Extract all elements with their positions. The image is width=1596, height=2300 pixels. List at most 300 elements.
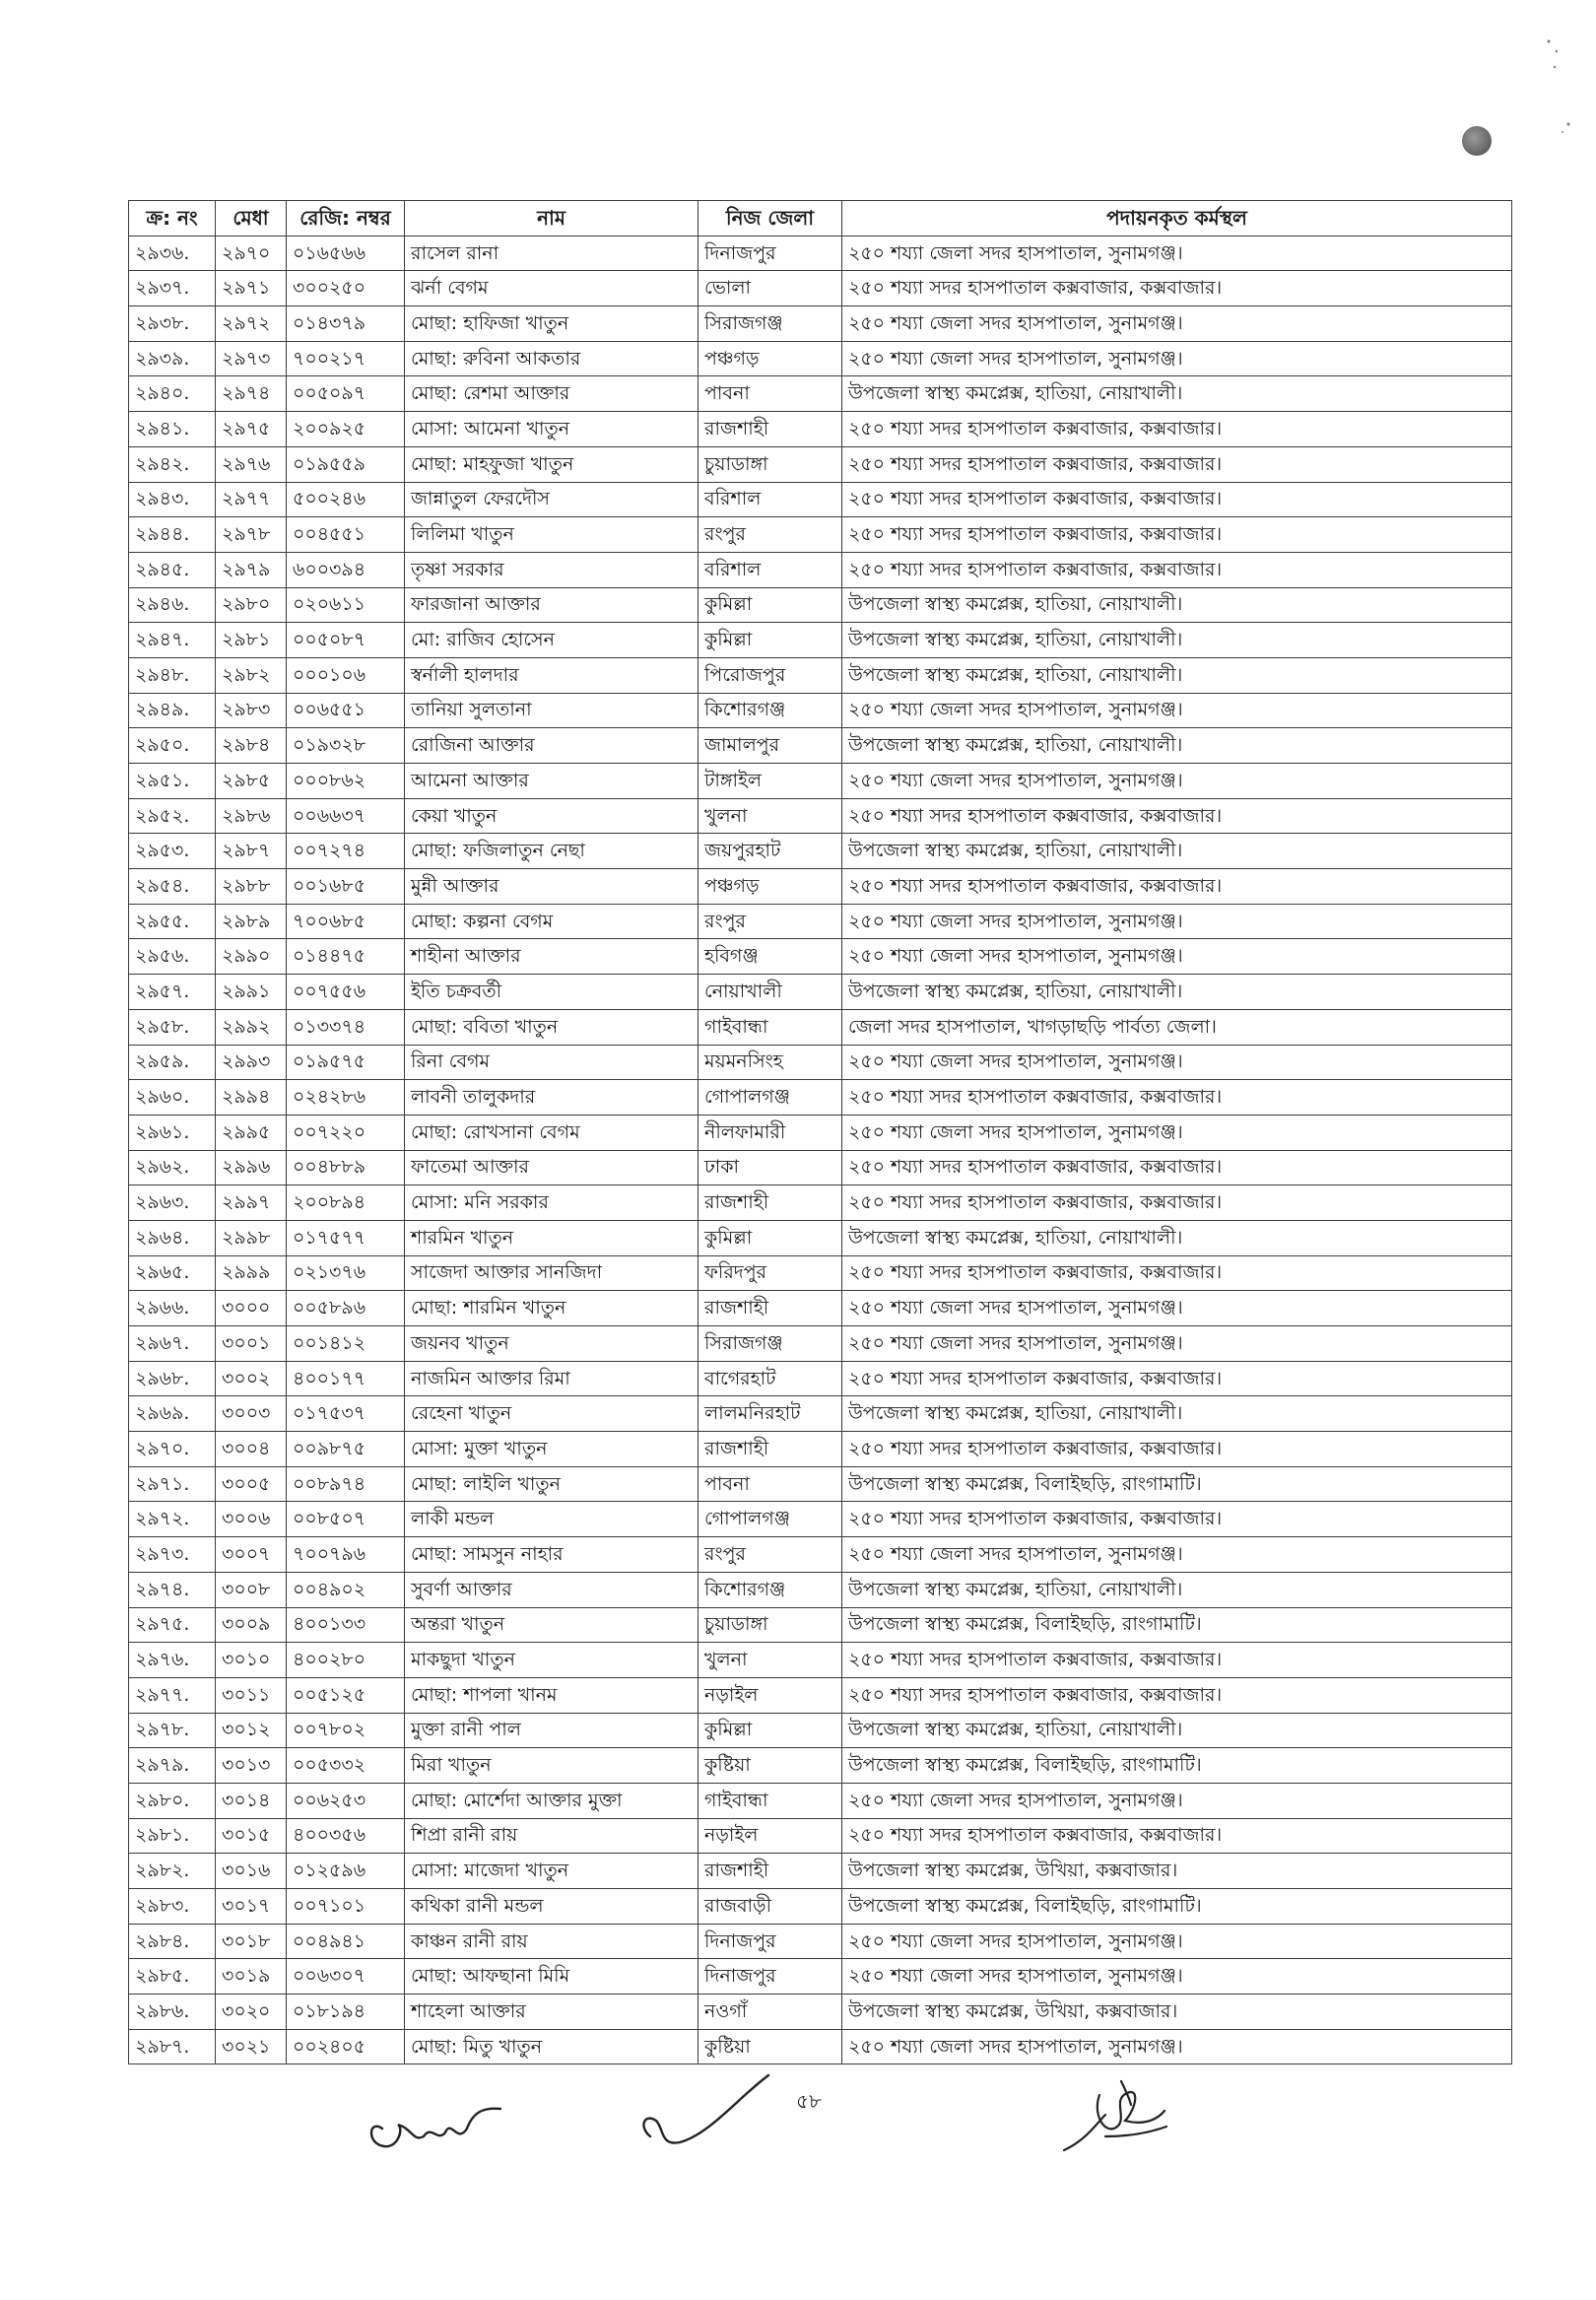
district-cell: জয়পুরহাট bbox=[698, 834, 842, 869]
registration-cell: ০১৭৫৭৭ bbox=[287, 1220, 405, 1255]
posting-cell: ২৫০ শয্যা সদর হাসপাতাল কক্সবাজার, কক্সবাজার। bbox=[842, 798, 1512, 834]
district-cell: চুয়াডাঙ্গা bbox=[698, 1607, 842, 1643]
serial-cell: ২৯৬৬. bbox=[129, 1291, 216, 1326]
serial-cell: ২৯৭৭. bbox=[129, 1677, 216, 1713]
name-cell: মোসা: আমেনা খাতুন bbox=[405, 412, 698, 447]
posting-cell: ২৫০ শয্যা সদর হাসপাতাল কক্সবাজার, কক্সবাজার। bbox=[842, 446, 1512, 482]
merit-cell: ২৯৯৮ bbox=[216, 1220, 287, 1255]
registration-cell: ০১৯৫৭৫ bbox=[287, 1045, 405, 1080]
name-cell: অন্তরা খাতুন bbox=[405, 1607, 698, 1643]
district-cell: ময়মনসিংহ bbox=[698, 1045, 842, 1080]
merit-cell: ৩০০৬ bbox=[216, 1502, 287, 1537]
posting-cell: ২৫০ শয্যা জেলা সদর হাসপাতাল, সুনামগঞ্জ। bbox=[842, 1291, 1512, 1326]
page-number: ৫৮ bbox=[796, 2089, 822, 2113]
name-cell: মুক্তা রানী পাল bbox=[405, 1713, 698, 1748]
merit-cell: ২৯৯৪ bbox=[216, 1080, 287, 1116]
registration-cell: ০০০৮৬২ bbox=[287, 764, 405, 799]
merit-cell: ২৯৮০ bbox=[216, 587, 287, 623]
table-row bbox=[129, 517, 1512, 553]
name-cell: মুন্নী আক্তার bbox=[405, 869, 698, 905]
serial-cell: ২৯৩৯. bbox=[129, 341, 216, 376]
posting-cell: উপজেলা স্বাস্থ্য কমপ্লেক্স, উখিয়া, কক্সবাজার। bbox=[842, 1995, 1512, 2030]
registration-cell: ০১২৫৯৬ bbox=[287, 1854, 405, 1889]
posting-cell: ২৫০ শয্যা সদর হাসপাতাল কক্সবাজার, কক্সবাজার। bbox=[842, 1643, 1512, 1678]
posting-cell: ২৫০ শয্যা জেলা সদর হাসপাতাল, সুনামগঞ্জ। bbox=[842, 236, 1512, 271]
serial-cell: ২৯৮২. bbox=[129, 1854, 216, 1889]
district-cell: রাজবাড়ী bbox=[698, 1889, 842, 1925]
district-cell: দিনাজপুর bbox=[698, 236, 842, 271]
district-cell: বরিশাল bbox=[698, 482, 842, 517]
district-cell: কুষ্টিয়া bbox=[698, 2029, 842, 2064]
district-cell: রাজশাহী bbox=[698, 1291, 842, 1326]
posting-cell: উপজেলা স্বাস্থ্য কমপ্লেক্স, হাতিয়া, নোয়াখালী। bbox=[842, 657, 1512, 693]
posting-cell: উপজেলা স্বাস্থ্য কমপ্লেক্স, বিলাইছড়ি, রাংগামাটি। bbox=[842, 1607, 1512, 1643]
posting-cell: ২৫০ শয্যা জেলা সদর হাসপাতাল, সুনামগঞ্জ। bbox=[842, 1045, 1512, 1080]
posting-cell: উপজেলা স্বাস্থ্য কমপ্লেক্স, উখিয়া, কক্সবাজার। bbox=[842, 1854, 1512, 1889]
serial-cell: ২৯৮৬. bbox=[129, 1995, 216, 2030]
district-cell: গাইবান্ধা bbox=[698, 1783, 842, 1818]
header-home-district: নিজ জেলা bbox=[698, 201, 842, 237]
registration-cell: ০০৬৩০৭ bbox=[287, 1959, 405, 1995]
district-cell: ফরিদপুর bbox=[698, 1255, 842, 1291]
table-row bbox=[129, 1748, 1512, 1784]
district-cell: চুয়াডাঙ্গা bbox=[698, 446, 842, 482]
merit-cell: ২৯৯৬ bbox=[216, 1150, 287, 1185]
serial-cell: ২৯৭২. bbox=[129, 1502, 216, 1537]
name-cell: রিনা বেগম bbox=[405, 1045, 698, 1080]
merit-cell: ৩০০৮ bbox=[216, 1572, 287, 1607]
header-merit: মেধা bbox=[216, 201, 287, 237]
serial-cell: ২৯৬২. bbox=[129, 1150, 216, 1185]
district-cell: সিরাজগঞ্জ bbox=[698, 1326, 842, 1362]
district-cell: গোপালগঞ্জ bbox=[698, 1080, 842, 1116]
posting-cell: ২৫০ শয্যা জেলা সদর হাসপাতাল, সুনামগঞ্জ। bbox=[842, 693, 1512, 728]
registration-cell: ২০০৮৯৪ bbox=[287, 1185, 405, 1221]
serial-cell: ২৯৮৫. bbox=[129, 1959, 216, 1995]
registration-cell: ৪০০২৮০ bbox=[287, 1643, 405, 1678]
registration-cell: ৪০০১৩৩ bbox=[287, 1607, 405, 1643]
posting-cell: ২৫০ শয্যা জেলা সদর হাসপাতাল, সুনামগঞ্জ। bbox=[842, 1537, 1512, 1573]
district-cell: জামালপুর bbox=[698, 728, 842, 764]
posting-cell: উপজেলা স্বাস্থ্য কমপ্লেক্স, বিলাইছড়ি, রাংগামাটি। bbox=[842, 1748, 1512, 1784]
merit-cell: ৩০০১ bbox=[216, 1326, 287, 1362]
serial-cell: ২৯৫৭. bbox=[129, 975, 216, 1010]
table-row bbox=[129, 834, 1512, 869]
posting-cell: উপজেলা স্বাস্থ্য কমপ্লেক্স, হাতিয়া, নোয়াখালী। bbox=[842, 1220, 1512, 1255]
name-cell: শিপ্রা রানী রায় bbox=[405, 1818, 698, 1854]
posting-cell: উপজেলা স্বাস্থ্য কমপ্লেক্স, হাতিয়া, নোয়াখালী। bbox=[842, 587, 1512, 623]
merit-cell: ৩০১৮ bbox=[216, 1924, 287, 1959]
table-row bbox=[129, 1115, 1512, 1150]
serial-cell: ২৯৪০. bbox=[129, 376, 216, 412]
name-cell: ঝর্না বেগম bbox=[405, 271, 698, 306]
registration-cell: ৬০০৩৯৪ bbox=[287, 552, 405, 587]
name-cell: মোছা: শাপলা খানম bbox=[405, 1677, 698, 1713]
registration-cell: ০০৫০৮৭ bbox=[287, 623, 405, 658]
district-cell: খুলনা bbox=[698, 798, 842, 834]
district-cell: রাজশাহী bbox=[698, 1432, 842, 1467]
serial-cell: ২৯৪৯. bbox=[129, 693, 216, 728]
district-cell: নড়াইল bbox=[698, 1818, 842, 1854]
table-row bbox=[129, 939, 1512, 975]
table-row bbox=[129, 1396, 1512, 1432]
serial-cell: ২৯৪৪. bbox=[129, 517, 216, 553]
serial-cell: ২৯৭৩. bbox=[129, 1537, 216, 1573]
posting-cell: ২৫০ শয্যা সদর হাসপাতাল কক্সবাজার, কক্সবাজার। bbox=[842, 1361, 1512, 1396]
district-cell: খুলনা bbox=[698, 1643, 842, 1678]
merit-cell: ২৯৯৩ bbox=[216, 1045, 287, 1080]
table-row bbox=[129, 587, 1512, 623]
posting-cell: ২৫০ শয্যা সদর হাসপাতাল কক্সবাজার, কক্সবাজার। bbox=[842, 1080, 1512, 1116]
merit-cell: ৩০০৩ bbox=[216, 1396, 287, 1432]
registration-cell: ০০১৪১২ bbox=[287, 1326, 405, 1362]
registration-cell: ০০৬৬৩৭ bbox=[287, 798, 405, 834]
serial-cell: ২৯৫৩. bbox=[129, 834, 216, 869]
registration-cell: ৭০০৬৮৫ bbox=[287, 904, 405, 939]
posting-cell: ২৫০ শয্যা জেলা সদর হাসপাতাল, সুনামগঞ্জ। bbox=[842, 2029, 1512, 2064]
serial-cell: ২৯৫৫. bbox=[129, 904, 216, 939]
merit-cell: ৩০০২ bbox=[216, 1361, 287, 1396]
district-cell: কিশোরগঞ্জ bbox=[698, 1572, 842, 1607]
posting-cell: ২৫০ শয্যা সদর হাসপাতাল কক্সবাজার, কক্সবাজার। bbox=[842, 1432, 1512, 1467]
posting-cell: ২৫০ শয্যা সদর হাসপাতাল কক্সবাজার, কক্সবাজার। bbox=[842, 1502, 1512, 1537]
registration-cell: ৭০০২১৭ bbox=[287, 341, 405, 376]
posting-cell: ২৫০ শয্যা সদর হাসপাতাল কক্সবাজার, কক্সবাজার। bbox=[842, 1255, 1512, 1291]
merit-cell: ২৯৯৯ bbox=[216, 1255, 287, 1291]
table-row bbox=[129, 1783, 1512, 1818]
serial-cell: ২৯৬৩. bbox=[129, 1185, 216, 1221]
merit-cell: ৩০১৩ bbox=[216, 1748, 287, 1784]
merit-cell: ৩০০০ bbox=[216, 1291, 287, 1326]
district-cell: রংপুর bbox=[698, 1537, 842, 1573]
registration-cell: ৫০০২৪৬ bbox=[287, 482, 405, 517]
posting-cell: ২৫০ শয্যা জেলা সদর হাসপাতাল, সুনামগঞ্জ। bbox=[842, 939, 1512, 975]
table-row bbox=[129, 1854, 1512, 1889]
table-row bbox=[129, 1713, 1512, 1748]
registration-cell: ০০০১০৬ bbox=[287, 657, 405, 693]
table-row bbox=[129, 1009, 1512, 1045]
table-row bbox=[129, 376, 1512, 412]
name-cell: রেহেনা খাতুন bbox=[405, 1396, 698, 1432]
registration-cell: ৩০০২৫০ bbox=[287, 271, 405, 306]
table-row bbox=[129, 869, 1512, 905]
name-cell: মোসা: মুক্তা খাতুন bbox=[405, 1432, 698, 1467]
district-cell: রংপুর bbox=[698, 517, 842, 553]
table-row bbox=[129, 1959, 1512, 1995]
merit-cell: ২৯৯৭ bbox=[216, 1185, 287, 1221]
registration-cell: ০২০৬১১ bbox=[287, 587, 405, 623]
merit-cell: ২৯৭০ bbox=[216, 236, 287, 271]
district-cell: নীলফামারী bbox=[698, 1115, 842, 1150]
name-cell: মোছা: মোর্শেদা আক্তার মুক্তা bbox=[405, 1783, 698, 1818]
merit-cell: ৩০০৪ bbox=[216, 1432, 287, 1467]
district-cell: পঞ্চগড় bbox=[698, 869, 842, 905]
serial-cell: ২৯৬৫. bbox=[129, 1255, 216, 1291]
merit-cell: ৩০২১ bbox=[216, 2029, 287, 2064]
posting-cell: উপজেলা স্বাস্থ্য কমপ্লেক্স, হাতিয়া, নোয়াখালী। bbox=[842, 834, 1512, 869]
serial-cell: ২৯৮৪. bbox=[129, 1924, 216, 1959]
table-row bbox=[129, 975, 1512, 1010]
name-cell: রোজিনা আক্তার bbox=[405, 728, 698, 764]
serial-cell: ২৯৭৬. bbox=[129, 1643, 216, 1678]
name-cell: শারমিন খাতুন bbox=[405, 1220, 698, 1255]
registration-cell: ০০২৪০৫ bbox=[287, 2029, 405, 2064]
table-row bbox=[129, 657, 1512, 693]
merit-cell: ২৯৭৫ bbox=[216, 412, 287, 447]
name-cell: রাসেল রানা bbox=[405, 236, 698, 271]
district-cell: টাঙ্গাইল bbox=[698, 764, 842, 799]
posting-cell: ২৫০ শয্যা জেলা সদর হাসপাতাল, সুনামগঞ্জ। bbox=[842, 306, 1512, 342]
posting-cell: উপজেলা স্বাস্থ্য কমপ্লেক্স, হাতিয়া, নোয়াখালী। bbox=[842, 975, 1512, 1010]
name-cell: ইতি চক্রবর্তী bbox=[405, 975, 698, 1010]
serial-cell: ২৯৫৬. bbox=[129, 939, 216, 975]
district-cell: ভোলা bbox=[698, 271, 842, 306]
name-cell: মোছা: আফছানা মিমি bbox=[405, 1959, 698, 1995]
table-row bbox=[129, 446, 1512, 482]
district-cell: কুষ্টিয়া bbox=[698, 1748, 842, 1784]
district-cell: কুমিল্লা bbox=[698, 1713, 842, 1748]
serial-cell: ২৯৭৫. bbox=[129, 1607, 216, 1643]
serial-cell: ২৯৫৮. bbox=[129, 1009, 216, 1045]
table-row bbox=[129, 1150, 1512, 1185]
registration-cell: ০১৯৩২৮ bbox=[287, 728, 405, 764]
table-row bbox=[129, 764, 1512, 799]
merit-cell: ৩০১৫ bbox=[216, 1818, 287, 1854]
posting-cell: উপজেলা স্বাস্থ্য কমপ্লেক্স, হাতিয়া, নোয়াখালী। bbox=[842, 1396, 1512, 1432]
posting-cell: উপজেলা স্বাস্থ্য কমপ্লেক্স, হাতিয়া, নোয়াখালী। bbox=[842, 1713, 1512, 1748]
merit-cell: ২৯৭৪ bbox=[216, 376, 287, 412]
name-cell: শাহীনা আক্তার bbox=[405, 939, 698, 975]
posting-cell: ২৫০ শয্যা সদর হাসপাতাল কক্সবাজার, কক্সবাজার। bbox=[842, 1677, 1512, 1713]
registration-cell: ০০৭২২০ bbox=[287, 1115, 405, 1150]
district-cell: নওগাঁ bbox=[698, 1995, 842, 2030]
name-cell: মোছা: হাফিজা খাতুন bbox=[405, 306, 698, 342]
table-row bbox=[129, 1045, 1512, 1080]
name-cell: মিরা খাতুন bbox=[405, 1748, 698, 1784]
table-row bbox=[129, 1220, 1512, 1255]
table-row bbox=[129, 482, 1512, 517]
posting-cell: জেলা সদর হাসপাতাল, খাগড়াছড়ি পার্বত্য জেলা। bbox=[842, 1009, 1512, 1045]
header-serial: ক্র: নং bbox=[129, 201, 216, 237]
table-row bbox=[129, 1466, 1512, 1502]
table-row bbox=[129, 1361, 1512, 1396]
serial-cell: ২৯৪৩. bbox=[129, 482, 216, 517]
table-row bbox=[129, 1185, 1512, 1221]
district-cell: গোপালগঞ্জ bbox=[698, 1502, 842, 1537]
merit-cell: ৩০১৯ bbox=[216, 1959, 287, 1995]
serial-cell: ২৯৭৯. bbox=[129, 1748, 216, 1784]
name-cell: কাঞ্চন রানী রায় bbox=[405, 1924, 698, 1959]
table-row bbox=[129, 728, 1512, 764]
registration-cell: ২০০৯২৫ bbox=[287, 412, 405, 447]
handwritten-signature-2 bbox=[621, 2067, 788, 2156]
name-cell: স্বর্নালী হালদার bbox=[405, 657, 698, 693]
merit-cell: ৩০১১ bbox=[216, 1677, 287, 1713]
registration-cell: ০২৪২৮৬ bbox=[287, 1080, 405, 1116]
district-cell: নোয়াখালী bbox=[698, 975, 842, 1010]
serial-cell: ২৯৭১. bbox=[129, 1466, 216, 1502]
posting-cell: ২৫০ শয্যা জেলা সদর হাসপাতাল, সুনামগঞ্জ। bbox=[842, 1783, 1512, 1818]
serial-cell: ২৯৪২. bbox=[129, 446, 216, 482]
district-cell: পিরোজপুর bbox=[698, 657, 842, 693]
table-row bbox=[129, 1572, 1512, 1607]
table-row bbox=[129, 1607, 1512, 1643]
serial-cell: ২৯৭০. bbox=[129, 1432, 216, 1467]
district-cell: রংপুর bbox=[698, 904, 842, 939]
registration-cell: ০০৫৮৯৬ bbox=[287, 1291, 405, 1326]
registration-cell: ০০৮৯৭৪ bbox=[287, 1466, 405, 1502]
registration-cell: ০০৬২৫৩ bbox=[287, 1783, 405, 1818]
serial-cell: ২৯৪৭. bbox=[129, 623, 216, 658]
name-cell: ফাতেমা আক্তার bbox=[405, 1150, 698, 1185]
name-cell: কথিকা রানী মন্ডল bbox=[405, 1889, 698, 1925]
registration-cell: ০১৮১৯৪ bbox=[287, 1995, 405, 2030]
name-cell: জান্নাতুল ফেরদৌস bbox=[405, 482, 698, 517]
district-cell: বাগেরহাট bbox=[698, 1361, 842, 1396]
district-cell: গাইবান্ধা bbox=[698, 1009, 842, 1045]
table-header-row bbox=[129, 201, 1512, 237]
serial-cell: ২৯৬১. bbox=[129, 1115, 216, 1150]
name-cell: লিলিমা খাতুন bbox=[405, 517, 698, 553]
table-row bbox=[129, 236, 1512, 271]
table-row bbox=[129, 1432, 1512, 1467]
serial-cell: ২৯৮৩. bbox=[129, 1889, 216, 1925]
name-cell: লাকী মন্ডল bbox=[405, 1502, 698, 1537]
merit-cell: ২৯৯০ bbox=[216, 939, 287, 975]
header-name: নাম bbox=[405, 201, 698, 237]
district-cell: ঢাকা bbox=[698, 1150, 842, 1185]
registration-cell: ৭০০৭৯৬ bbox=[287, 1537, 405, 1573]
table-row bbox=[129, 412, 1512, 447]
merit-cell: ২৯৮৮ bbox=[216, 869, 287, 905]
table-row bbox=[129, 1537, 1512, 1573]
registration-cell: ০০৭৮০২ bbox=[287, 1713, 405, 1748]
posting-cell: উপজেলা স্বাস্থ্য কমপ্লেক্স, হাতিয়া, নোয়াখালী। bbox=[842, 728, 1512, 764]
table-row bbox=[129, 1080, 1512, 1116]
posting-cell: উপজেলা স্বাস্থ্য কমপ্লেক্স, বিলাইছড়ি, রাংগামাটি। bbox=[842, 1466, 1512, 1502]
name-cell: কেয়া খাতুন bbox=[405, 798, 698, 834]
serial-cell: ২৯৬৯. bbox=[129, 1396, 216, 1432]
name-cell: আমেনা আক্তার bbox=[405, 764, 698, 799]
registration-cell: ০০৫৩৩২ bbox=[287, 1748, 405, 1784]
district-cell: রাজশাহী bbox=[698, 1185, 842, 1221]
registration-cell: ৪০০৩৫৬ bbox=[287, 1818, 405, 1854]
posting-cell: ২৫০ শয্যা সদর হাসপাতাল কক্সবাজার, কক্সবাজার। bbox=[842, 412, 1512, 447]
merit-cell: ৩০১৬ bbox=[216, 1854, 287, 1889]
district-cell: কিশোরগঞ্জ bbox=[698, 693, 842, 728]
posting-cell: ২৫০ শয্যা সদর হাসপাতাল কক্সবাজার, কক্সবাজার। bbox=[842, 869, 1512, 905]
serial-cell: ২৯৪৬. bbox=[129, 587, 216, 623]
posting-cell: ২৫০ শয্যা সদর হাসপাতাল কক্সবাজার, কক্সবাজার। bbox=[842, 552, 1512, 587]
registration-cell: ০০১৬৮৫ bbox=[287, 869, 405, 905]
registration-cell: ০০৬৫৫১ bbox=[287, 693, 405, 728]
posting-cell: ২৫০ শয্যা সদর হাসপাতাল কক্সবাজার, কক্সবাজার। bbox=[842, 271, 1512, 306]
registration-cell: ০০৭৫৫৬ bbox=[287, 975, 405, 1010]
registration-cell: ০০৪৮৮৯ bbox=[287, 1150, 405, 1185]
header-registration: রেজি: নম্বর bbox=[287, 201, 405, 237]
district-cell: পাবনা bbox=[698, 1466, 842, 1502]
posting-cell: ২৫০ শয্যা সদর হাসপাতাল কক্সবাজার, কক্সবাজার। bbox=[842, 517, 1512, 553]
district-cell: হবিগঞ্জ bbox=[698, 939, 842, 975]
table-row bbox=[129, 341, 1512, 376]
name-cell: ফারজানা আক্তার bbox=[405, 587, 698, 623]
handwritten-signature-1 bbox=[355, 2089, 512, 2158]
district-cell: দিনাজপুর bbox=[698, 1959, 842, 1995]
merit-cell: ২৯৯২ bbox=[216, 1009, 287, 1045]
name-cell: সুবর্ণা আক্তার bbox=[405, 1572, 698, 1607]
table-row bbox=[129, 271, 1512, 306]
name-cell: মোছা: লাইলি খাতুন bbox=[405, 1466, 698, 1502]
table-row bbox=[129, 1326, 1512, 1362]
serial-cell: ২৯৫৪. bbox=[129, 869, 216, 905]
posting-cell: ২৫০ শয্যা সদর হাসপাতাল কক্সবাজার, কক্সবাজার। bbox=[842, 1818, 1512, 1854]
merit-cell: ২৯৭৮ bbox=[216, 517, 287, 553]
posting-cell: ২৫০ শয্যা সদর হাসপাতাল কক্সবাজার, কক্সবাজার। bbox=[842, 482, 1512, 517]
serial-cell: ২৯৭৪. bbox=[129, 1572, 216, 1607]
serial-cell: ২৯৪৫. bbox=[129, 552, 216, 587]
merit-cell: ২৯৭৭ bbox=[216, 482, 287, 517]
name-cell: সাজেদা আক্তার সানজিদা bbox=[405, 1255, 698, 1291]
merit-cell: ৩০০৭ bbox=[216, 1537, 287, 1573]
merit-cell: ২৯৭৯ bbox=[216, 552, 287, 587]
name-cell: জয়নব খাতুন bbox=[405, 1326, 698, 1362]
merit-cell: ৩০০৯ bbox=[216, 1607, 287, 1643]
registration-cell: ০১৬৫৬৬ bbox=[287, 236, 405, 271]
table-row bbox=[129, 1995, 1512, 2030]
table-row bbox=[129, 1818, 1512, 1854]
registration-cell: ০০৭২৭৪ bbox=[287, 834, 405, 869]
table-row bbox=[129, 1677, 1512, 1713]
merit-cell: ২৯৯৫ bbox=[216, 1115, 287, 1150]
registration-cell: ০০৭১০১ bbox=[287, 1889, 405, 1925]
header-posting: পদায়নকৃত কর্মস্থল bbox=[842, 201, 1512, 237]
serial-cell: ২৯৪১. bbox=[129, 412, 216, 447]
serial-cell: ২৯৩৭. bbox=[129, 271, 216, 306]
posting-cell: ২৫০ শয্যা সদর হাসপাতাল কক্সবাজার, কক্সবাজার। bbox=[842, 1150, 1512, 1185]
table-row bbox=[129, 552, 1512, 587]
merit-cell: ২৯৭৬ bbox=[216, 446, 287, 482]
handwritten-signature-3 bbox=[1056, 2075, 1184, 2164]
name-cell: মোসা: মাজেদা খাতুন bbox=[405, 1854, 698, 1889]
registration-cell: ০০৪৫৫১ bbox=[287, 517, 405, 553]
registration-cell: ০০৪৯০২ bbox=[287, 1572, 405, 1607]
table-row bbox=[129, 1255, 1512, 1291]
serial-cell: ২৯৫৯. bbox=[129, 1045, 216, 1080]
table-row bbox=[129, 1291, 1512, 1326]
serial-cell: ২৯৫২. bbox=[129, 798, 216, 834]
registration-cell: ০১৭৫৩৭ bbox=[287, 1396, 405, 1432]
name-cell: মোছা: সামসুন নাহার bbox=[405, 1537, 698, 1573]
name-cell: শাহেলা আক্তার bbox=[405, 1995, 698, 2030]
registration-cell: ০২১৩৭৬ bbox=[287, 1255, 405, 1291]
table-row bbox=[129, 693, 1512, 728]
merit-cell: ৩০১৪ bbox=[216, 1783, 287, 1818]
district-cell: পঞ্চগড় bbox=[698, 341, 842, 376]
table-row bbox=[129, 1889, 1512, 1925]
serial-cell: ২৯৬৭. bbox=[129, 1326, 216, 1362]
table-row bbox=[129, 1643, 1512, 1678]
name-cell: মোছা: রোখসানা বেগম bbox=[405, 1115, 698, 1150]
registration-cell: ৪০০১৭৭ bbox=[287, 1361, 405, 1396]
name-cell: মোসা: মনি সরকার bbox=[405, 1185, 698, 1221]
posting-cell: ২৫০ শয্যা জেলা সদর হাসপাতাল, সুনামগঞ্জ। bbox=[842, 764, 1512, 799]
merit-cell: ২৯৯১ bbox=[216, 975, 287, 1010]
merit-cell: ২৯৮৯ bbox=[216, 904, 287, 939]
table-row bbox=[129, 1924, 1512, 1959]
placement-table bbox=[128, 200, 1512, 2064]
registration-cell: ০০৫০৯৭ bbox=[287, 376, 405, 412]
name-cell: মাকছুদা খাতুন bbox=[405, 1643, 698, 1678]
